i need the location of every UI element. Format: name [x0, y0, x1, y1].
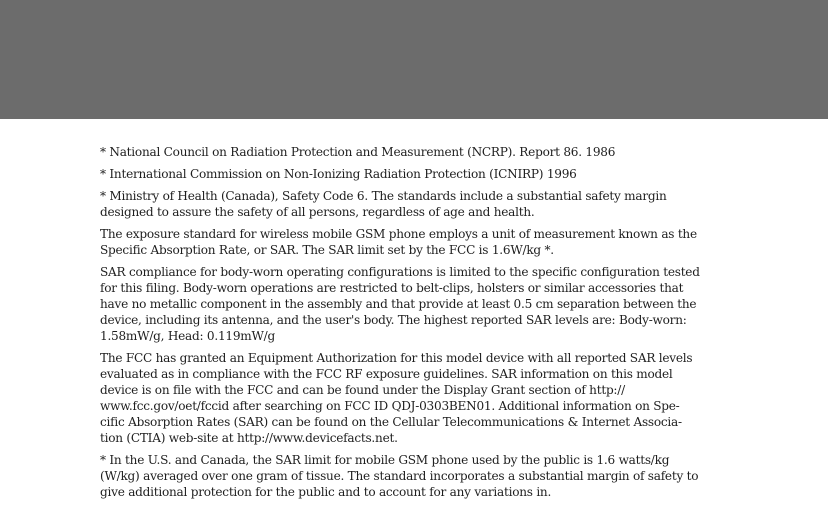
text-line: * International Commission on Non-Ionizing Radiation Protection (ICNIRP) 1996 [100, 167, 577, 181]
text-line: give additional protection for the public and to account for any variations in. [100, 485, 552, 499]
reference-health-canada [100, 188, 712, 220]
text-line: * Ministry of Health (Canada), Safety Code 6. The standards include a substantial safety margin [100, 189, 667, 203]
text-line: Specific Absorption Rate, or SAR. The SAR limit set by the FCC is 1.6W/kg *. [100, 243, 554, 257]
text-line: (W/kg) averaged over one gram of tissue. The standard incorporates a substantial margin of safety to [100, 469, 699, 483]
header-band [0, 0, 828, 119]
text-line: evaluated as in compliance with the FCC RF exposure guidelines. SAR information on this model [100, 367, 673, 381]
text-line: * In the U.S. and Canada, the SAR limit for mobile GSM phone used by the public is 1.6 watts/kg [100, 453, 670, 467]
document-body [100, 144, 712, 506]
paragraph-fcc-authorization [100, 350, 712, 446]
text-line: 1.58mW/g, Head: 0.119mW/g [100, 329, 275, 343]
text-line: * National Council on Radiation Protection and Measurement (NCRP). Report 86. 1986 [100, 145, 616, 159]
text-line: tion (CTIA) web-site at http://www.devicefacts.net. [100, 431, 398, 445]
reference-ncrp [100, 144, 712, 160]
paragraph-exposure-standard [100, 226, 712, 258]
text-line: The exposure standard for wireless mobile GSM phone employs a unit of measurement known as the [100, 227, 697, 241]
text-line: for this filing. Body-worn operations are restricted to belt-clips, holsters or similar accessories that [100, 281, 684, 295]
text-line: The FCC has granted an Equipment Authorization for this model device with all reported SAR levels [100, 351, 693, 365]
text-line: www.fcc.gov/oet/fccid after searching on FCC ID QDJ-0303BEN01. Additional information on Spe- [100, 399, 680, 413]
text-line: device is on file with the FCC and can be found under the Display Grant section of http:// [100, 383, 625, 397]
text-line: device, including its antenna, and the user's body. The highest reported SAR levels are: Body-worn: [100, 313, 687, 327]
text-line: designed to assure the safety of all persons, regardless of age and health. [100, 205, 535, 219]
paragraph-body-worn-compliance [100, 264, 712, 344]
text-line: have no metallic component in the assembly and that provide at least 0.5 cm separation between the [100, 297, 697, 311]
reference-icnirp [100, 166, 712, 182]
paragraph-sar-limit-footnote [100, 452, 712, 500]
text-line: SAR compliance for body-worn operating configurations is limited to the specific configuration tested [100, 265, 700, 279]
text-line: cific Absorption Rates (SAR) can be found on the Cellular Telecommunications & Internet Associa- [100, 415, 682, 429]
